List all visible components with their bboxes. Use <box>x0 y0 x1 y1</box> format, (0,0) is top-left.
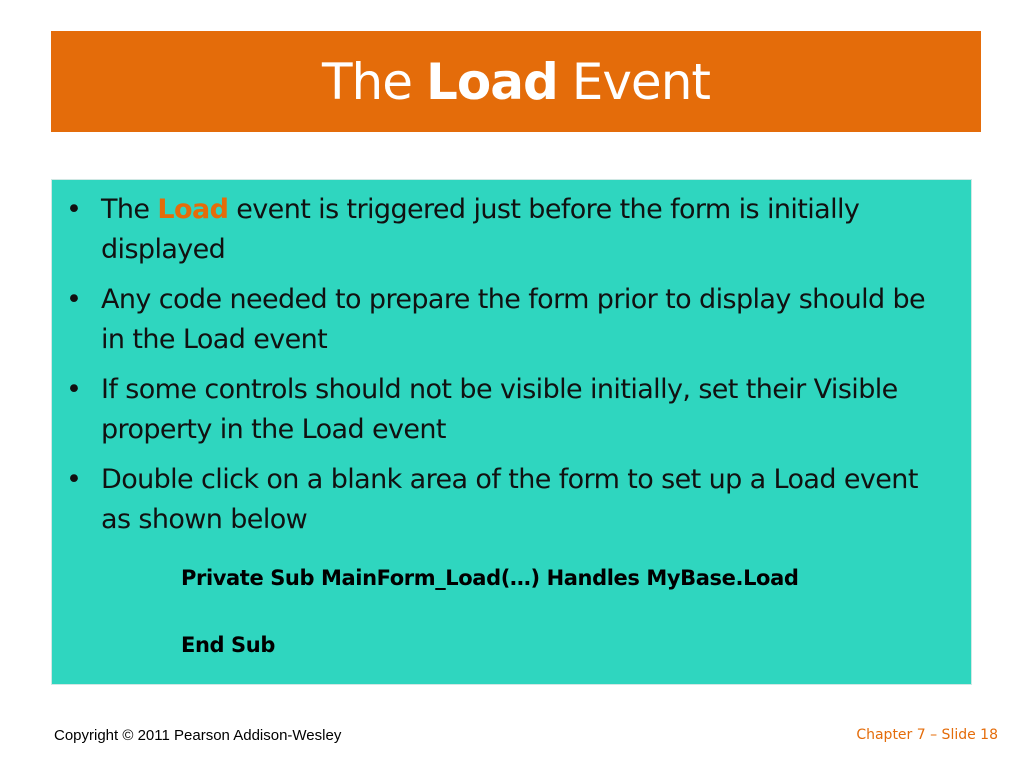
title-prefix: The <box>322 52 412 111</box>
bullet-text: Any code needed to prepare the form prior to display should be in the Load event <box>101 284 926 355</box>
code-line-1: Private Sub MainForm_Load(…) Handles MyBase.Load <box>181 566 799 590</box>
title-suffix: Event <box>571 52 710 111</box>
bullet-item <box>66 280 946 360</box>
bullet-text: If some controls should not be visible initially, set their Visible property in the Load event <box>101 374 898 445</box>
bullet-list <box>66 190 946 550</box>
bullet-prefix: The <box>101 194 158 225</box>
code-line-2: End Sub <box>181 633 275 657</box>
title-bold-word: Load <box>426 52 558 111</box>
bullet-highlight: Load <box>157 194 229 225</box>
slide-number: Chapter 7 – Slide 18 <box>856 727 998 743</box>
copyright-text: Copyright © 2011 Pearson Addison-Wesley <box>54 727 342 744</box>
bullet-item <box>66 190 946 270</box>
bullet-text: Double click on a blank area of the form to set up a Load event as shown below <box>101 464 918 535</box>
content-box <box>51 179 972 685</box>
bullet-item <box>66 460 946 540</box>
slide-title <box>51 31 981 132</box>
bullet-item <box>66 370 946 450</box>
bullet-text: event is triggered just before the form is initially displayed <box>101 194 860 265</box>
